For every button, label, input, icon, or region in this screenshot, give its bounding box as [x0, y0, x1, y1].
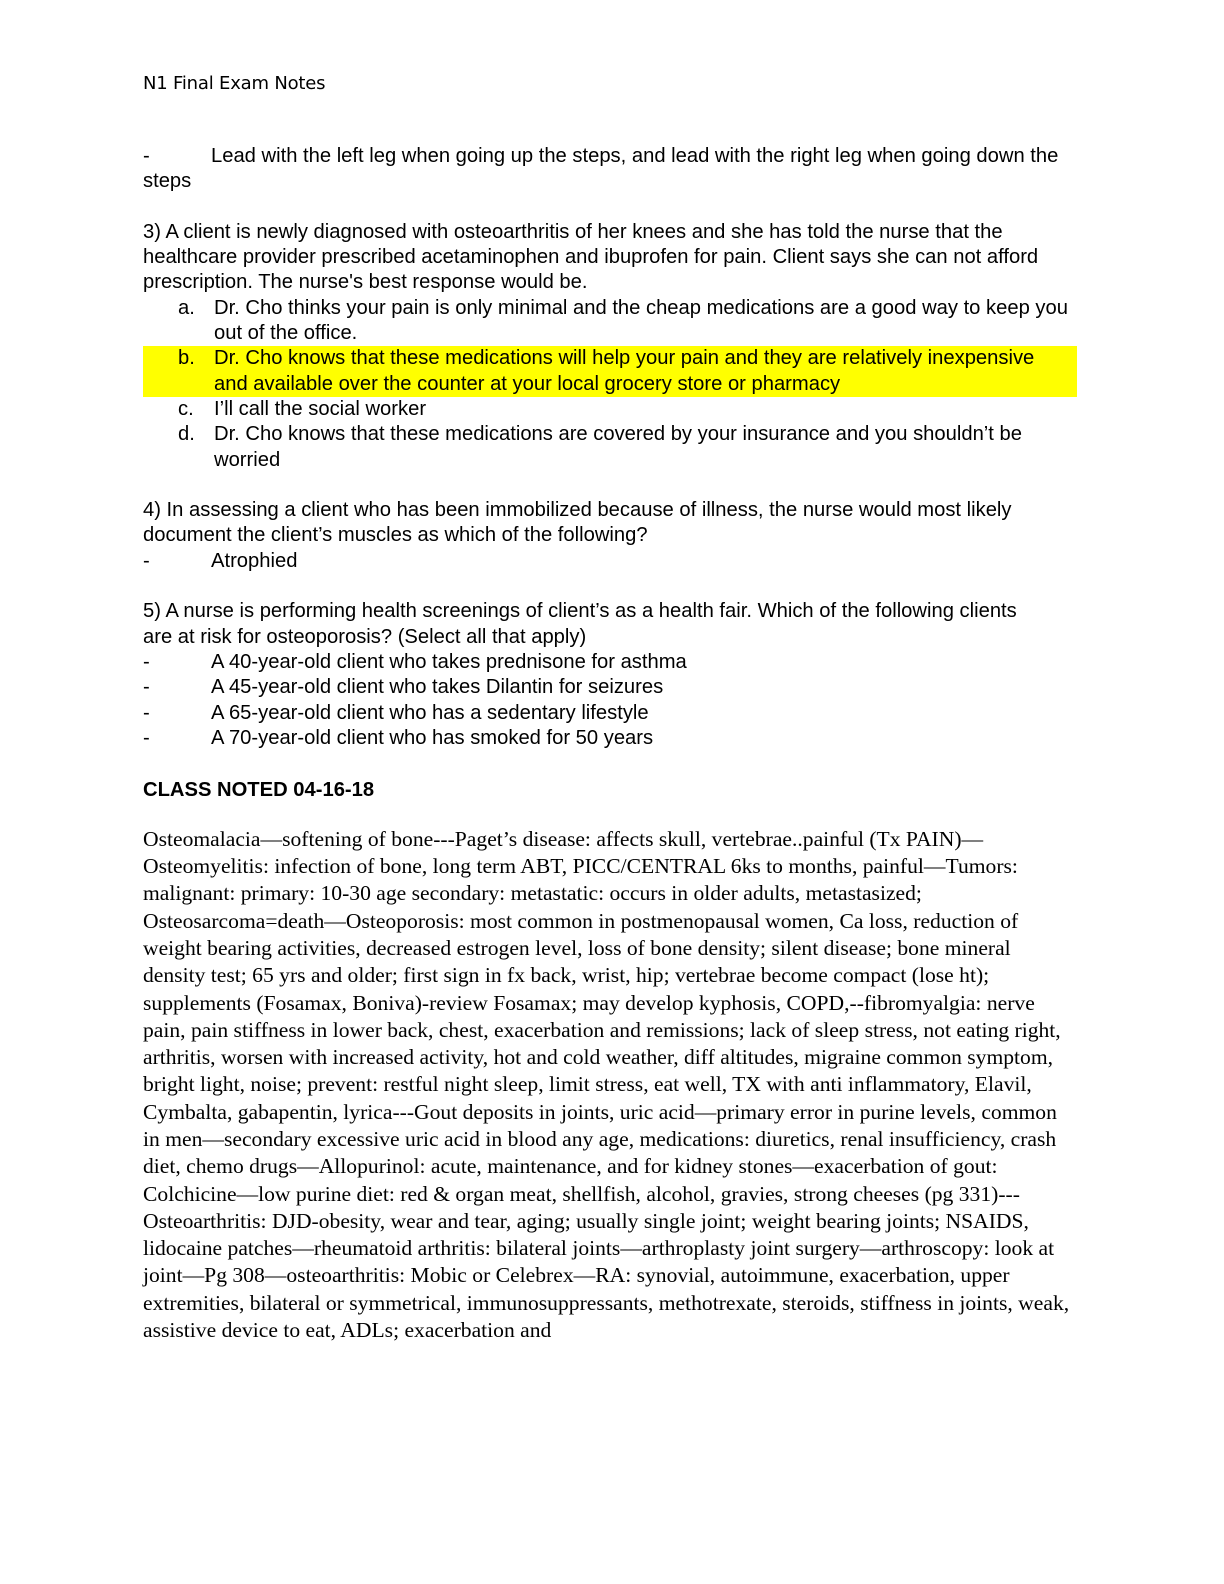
q5-answer	[143, 701, 1073, 726]
q4-answer	[143, 549, 1073, 574]
q4-stem: 4) In assessing a client who has been immobilized because of illness, the nurse would most likely document the client’s muscles as which of the following?	[143, 499, 1012, 547]
page-header: N1 Final Exam Notes	[143, 73, 326, 94]
q3-option-d	[143, 422, 1073, 473]
option-letter: c.	[178, 397, 194, 420]
option-letter: b.	[178, 347, 195, 370]
q3-option-a	[143, 296, 1073, 347]
answer-text: A 65-year-old client who has a sedentary lifestyle	[211, 701, 649, 724]
questions-section	[143, 144, 1073, 1344]
q3-stem: 3) A client is newly diagnosed with osteoarthritis of her knees and she has told the nurse that the healthcare provider prescribed acetaminophen and ibuprofen for pain. Client says she can not afford prescription. The nurse's best response would be.	[143, 220, 1039, 294]
q5-answer	[143, 650, 1073, 675]
q5-answer	[143, 726, 1073, 751]
bullet-dash: -	[143, 726, 150, 749]
answer-text: Atrophied	[211, 549, 298, 572]
q3-option-c	[143, 397, 1073, 422]
answer-text: A 40-year-old client who takes prednisone for asthma	[211, 650, 687, 673]
option-letter: d.	[178, 423, 195, 446]
option-letter: a.	[178, 296, 195, 319]
answer-text: A 45-year-old client who takes Dilantin for seizures	[211, 676, 664, 699]
option-text: Dr. Cho knows that these medications are covered by your insurance and you shouldn’t be worried	[214, 423, 1022, 471]
intro-bullet-text: Lead with the left leg when going up the steps, and lead with the right leg when going down the steps	[143, 145, 1059, 193]
option-text: I’ll call the social worker	[214, 397, 427, 420]
bullet-dash: -	[143, 701, 150, 724]
bullet-dash: -	[143, 145, 150, 167]
bullet-dash: -	[143, 676, 150, 699]
option-text: Dr. Cho thinks your pain is only minimal and the cheap medications are a good way to keep you out of the office.	[214, 296, 1068, 345]
option-text: Dr. Cho knows that these medications will help your pain and they are relatively inexpensive and available over the counter at your local grocery store or pharmacy	[214, 347, 1035, 395]
q3-option-b-highlighted	[143, 346, 1077, 397]
q5-stem: 5) A nurse is performing health screenings of client’s as a health fair. Which of the following clients are at risk for osteoporosis? (Select all that apply)	[143, 600, 1017, 648]
class-notes-body: Osteomalacia—softening of bone---Paget’s disease: affects skull, vertebrae..painful (Tx PAIN)—Osteomyelitis: infection of bone, long term ABT, PICC/CENTRAL 6ks to months, painful—Tumors: malignant: primary: 10-30 age secondary: metastatic: occurs in older adults, metastasized; Osteosarcoma=death—Osteoporosis: most common in postmenopausal women, Ca loss, reduction of weight bearing activities, decreased estrogen level, loss of bone density; silent disease; bone mineral density test; 65 yrs and older; first sign in fx back, wrist, hip; vertebrae become compact (lose ht); supplements (Fosamax, Boniva)-review Fosamax; may develop kyphosis, COPD,--fibromyalgia: nerve pain, pain stiffness in lower back, chest, exacerbation and remissions; lack of sleep stress, not eating right, arthritis, worsen with increased activity, hot and cold weather, diff altitudes, migraine common symptom, bright light, noise; prevent: restful night sleep, limit stress, eat well, TX with anti inflammatory, Elavil, Cymbalta, gabapentin, lyrica---Gout deposits in joints, uric acid—primary error in purine levels, common in men—secondary excessive uric acid in blood any age, medications: diuretics, renal insufficiency, crash diet, chemo drugs—Allopurinol: acute, maintenance, and for kidney stones—exacerbation of gout: Colchicine—low purine diet: red & organ meat, shellfish, alcohol, gravies, strong cheeses (pg 331)---Osteoarthritis: DJD-obesity, wear and tear, aging; usually single joint; weight bearing joints; NSAIDS, lidocaine patches—rheumatoid arthritis: bilateral joints—arthroplasty joint surgery—arthroscopy: look at joint—Pg 308—osteoarthritis: Mobic or Celebrex—RA: synovial, autoimmune, exacerbation, upper extremities, bilateral or symmetrical, immunosuppressants, methotrexate, steroids, stiffness in joints, weak, assistive device to eat, ADLs; exacerbation and	[143, 826, 1070, 1343]
q5-answer	[143, 675, 1073, 700]
answer-text: A 70-year-old client who has smoked for 50 years	[211, 726, 654, 749]
class-notes-heading: CLASS NOTED 04-16-18	[143, 779, 375, 802]
bullet-dash: -	[143, 549, 150, 572]
bullet-dash: -	[143, 650, 150, 673]
